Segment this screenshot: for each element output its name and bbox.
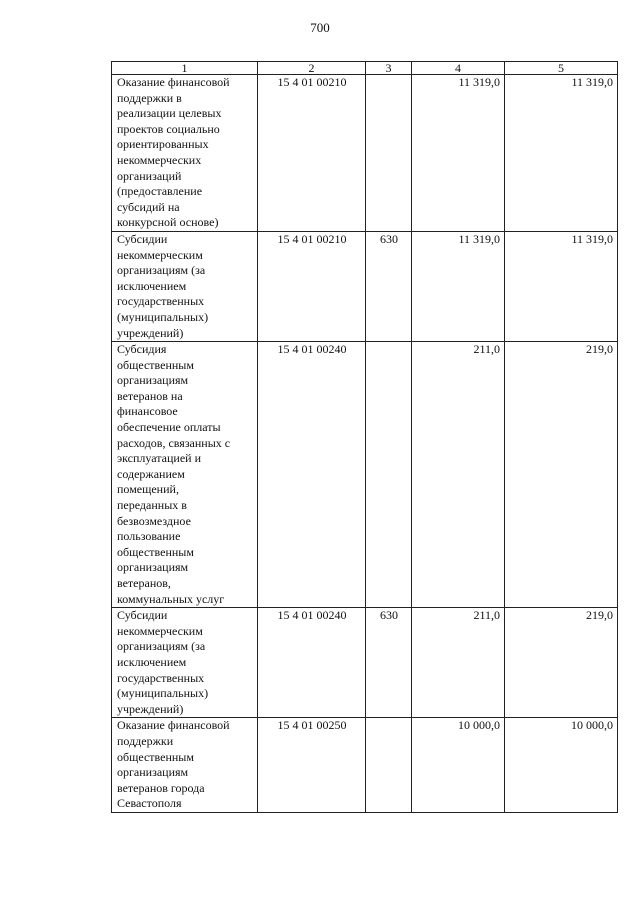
row-kind [366,75,412,232]
row-name: Субсидия общественным организациям ветеранов на финансовое обеспечение оплаты расходов, связанных с эксплуатацией и содержанием помещений, переданных в безвозмездное пользование общественным организациям ветеранов, коммунальных услуг [117,342,231,606]
row-kind [366,718,412,813]
row-value-4: 211,0 [412,342,505,608]
row-value-4: 211,0 [412,608,505,718]
header-row [112,62,618,75]
row-kind [366,342,412,608]
row-code: 15 4 01 00240 [258,608,366,718]
row-name: Оказание финансовой поддержки в реализации целевых проектов социально ориентированных некоммерческих организаций (предоставление субсидий на конкурсной основе) [117,75,230,230]
row-name-cell [112,342,258,608]
row-value-5: 11 319,0 [505,75,618,232]
table-row [112,231,618,341]
table-row [112,608,618,718]
page-number: 700 [310,20,330,35]
row-value-4: 11 319,0 [412,231,505,341]
row-code: 15 4 01 00250 [258,718,366,813]
column-header-2: 2 [258,62,366,75]
row-value-5: 10 000,0 [505,718,618,813]
row-name: Оказание финансовой поддержки общественным организациям ветеранов города Севастополя [117,718,230,811]
table-row [112,718,618,813]
row-name-cell [112,231,258,341]
column-header-3: 3 [366,62,412,75]
row-name-cell [112,608,258,718]
row-value-4: 11 319,0 [412,75,505,232]
column-header-4: 4 [412,62,505,75]
row-code: 15 4 01 00210 [258,75,366,232]
row-value-5: 219,0 [505,608,618,718]
table-row [112,75,618,232]
row-code: 15 4 01 00240 [258,342,366,608]
column-header-1: 1 [112,62,258,75]
row-kind: 630 [366,608,412,718]
row-value-5: 219,0 [505,342,618,608]
row-kind: 630 [366,231,412,341]
row-value-5: 11 319,0 [505,231,618,341]
row-name: Субсидии некоммерческим организациям (за исключением государственных (муниципальных) учреждений) [117,608,209,716]
row-value-4: 10 000,0 [412,718,505,813]
budget-table [111,61,618,813]
row-name-cell [112,75,258,232]
column-header-5: 5 [505,62,618,75]
row-code: 15 4 01 00210 [258,231,366,341]
row-name: Субсидии некоммерческим организациям (за исключением государственных (муниципальных) учреждений) [117,231,209,340]
table-row [112,342,618,608]
row-name-cell [112,718,258,813]
